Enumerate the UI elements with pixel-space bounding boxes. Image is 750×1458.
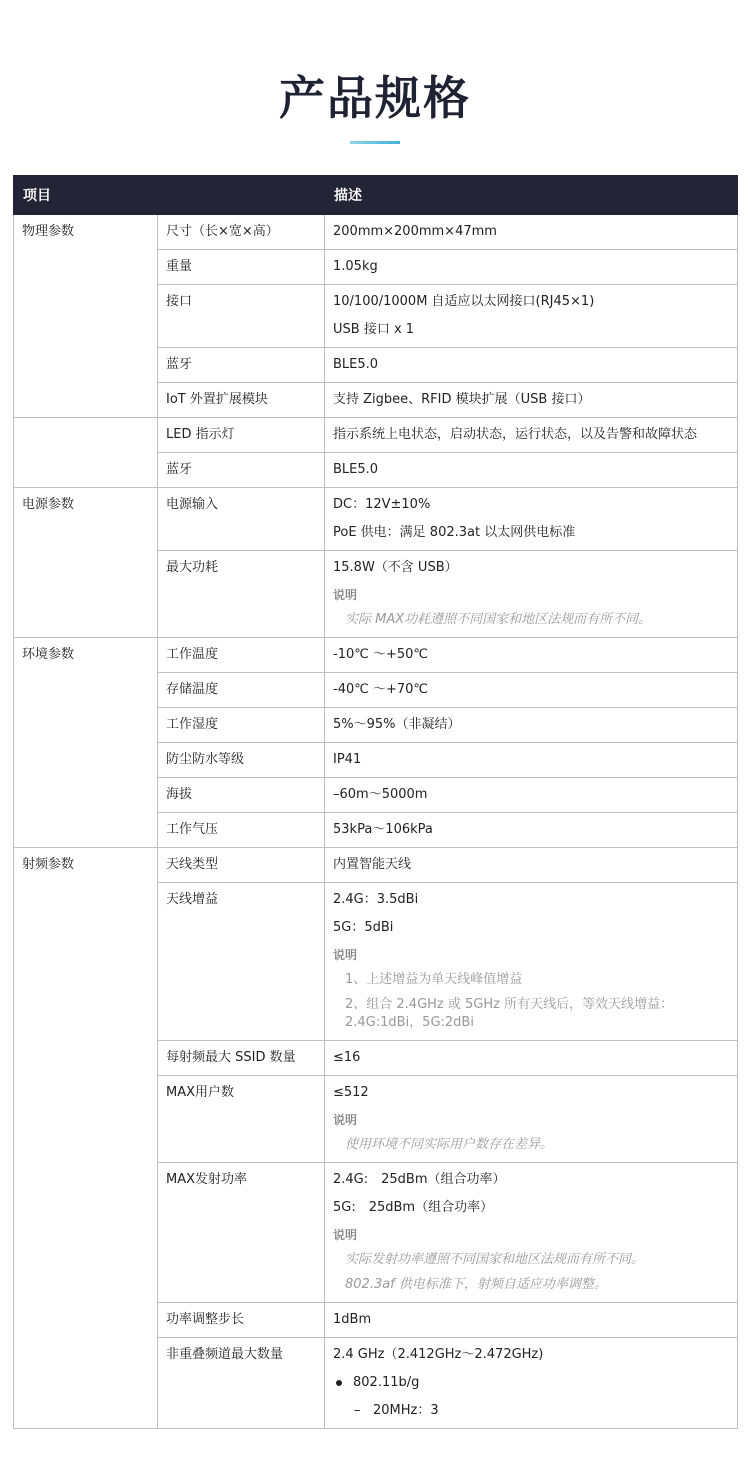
row-label: 存储温度 (158, 673, 325, 708)
header-description: 描述 (325, 176, 738, 215)
row-label: 尺寸（长×宽×高） (158, 215, 325, 250)
section-physical: 物理参数 (14, 215, 158, 418)
row-value: 内置智能天线 (325, 848, 738, 883)
row-label: 接口 (158, 285, 325, 348)
row-label: MAX发射功率 (158, 1163, 325, 1303)
table-row (14, 638, 738, 673)
note-text: 2、组合 2.4GHz 或 5GHz 所有天线后，等效天线增益：2.4G:1dBi，5G:2dBi (345, 997, 674, 1030)
row-value (325, 285, 738, 348)
table-row (14, 488, 738, 551)
section-power: 电源参数 (14, 488, 158, 638)
page-title: 产品规格 (279, 71, 471, 125)
row-value: BLE5.0 (325, 453, 738, 488)
note-heading: 说明 (333, 588, 358, 602)
row-label: 功率调整步长 (158, 1303, 325, 1338)
table-row (14, 418, 738, 453)
note-heading: 说明 (333, 948, 358, 962)
row-value: 5%～95%（非凝结） (325, 708, 738, 743)
note-text: 实际发射功率遵照不同国家和地区法规而有所不同。 (345, 1252, 645, 1267)
row-value: 53kPa～106kPa (325, 813, 738, 848)
row-label: 海拔 (158, 778, 325, 813)
row-label: 最大功耗 (158, 551, 325, 638)
value-line: 5G: 25dBm（组合功率） (333, 1200, 494, 1215)
row-value: -10℃ ～+50℃ (325, 638, 738, 673)
note-text: 802.3af 供电标准下，射频自适应功率调整。 (345, 1277, 607, 1292)
note-text: 使用环境不同实际用户数存在差异。 (345, 1137, 554, 1152)
row-label: LED 指示灯 (158, 418, 325, 453)
row-value (325, 488, 738, 551)
section-misc (14, 418, 158, 488)
row-label: 工作湿度 (158, 708, 325, 743)
row-value (325, 1338, 738, 1429)
row-label: 蓝牙 (158, 453, 325, 488)
value-line: DC：12V±10% (333, 497, 431, 512)
row-label: 防尘防水等级 (158, 743, 325, 778)
row-label: IoT 外置扩展模块 (158, 383, 325, 418)
note-text: 实际 MAX功耗遵照不同国家和地区法规而有所不同。 (345, 612, 652, 627)
section-rf: 射频参数 (14, 848, 158, 1429)
sub-item: – 20MHz：3 (333, 1402, 729, 1420)
spec-table (13, 175, 738, 1429)
row-value: BLE5.0 (325, 348, 738, 383)
title-underline (350, 141, 400, 144)
row-value (325, 1163, 738, 1303)
row-label: 每射频最大 SSID 数量 (158, 1041, 325, 1076)
table-row (14, 848, 738, 883)
row-value: -40℃ ～+70℃ (325, 673, 738, 708)
row-label: 电源输入 (158, 488, 325, 551)
value-line: 5G：5dBi (333, 920, 394, 935)
value-line: USB 接口 x 1 (333, 322, 415, 337)
header-item: 项目 (14, 176, 325, 215)
note-text: 1、上述增益为单天线峰值增益 (345, 972, 523, 987)
row-label: 天线增益 (158, 883, 325, 1041)
row-value (325, 551, 738, 638)
row-label: MAX用户数 (158, 1076, 325, 1163)
bullet-item: 802.11b/g (333, 1374, 729, 1392)
row-label: 蓝牙 (158, 348, 325, 383)
row-value: –60m～5000m (325, 778, 738, 813)
row-label: 天线类型 (158, 848, 325, 883)
row-value: ≤16 (325, 1041, 738, 1076)
value-line: ≤512 (333, 1085, 369, 1100)
value-line: 10/100/1000M 自适应以太网接口(RJ45×1) (333, 294, 595, 309)
value-line: PoE 供电：满足 802.3at 以太网供电标准 (333, 525, 576, 540)
table-row (14, 215, 738, 250)
note-heading: 说明 (333, 1113, 358, 1127)
row-label: 工作气压 (158, 813, 325, 848)
row-value: 1dBm (325, 1303, 738, 1338)
value-line: 15.8W（不含 USB） (333, 560, 458, 575)
value-line: 2.4G: 25dBm（组合功率） (333, 1172, 506, 1187)
note-heading: 说明 (333, 1228, 358, 1242)
row-value: 1.05kg (325, 250, 738, 285)
row-value (325, 883, 738, 1041)
row-value: 200mm×200mm×47mm (325, 215, 738, 250)
row-value: 指示系统上电状态，启动状态，运行状态，以及告警和故障状态 (325, 418, 738, 453)
value-line: 2.4G：3.5dBi (333, 892, 419, 907)
row-label: 重量 (158, 250, 325, 285)
value-line: 2.4 GHz（2.412GHz～2.472GHz) (333, 1347, 544, 1362)
section-env: 环境参数 (14, 638, 158, 848)
row-label: 工作温度 (158, 638, 325, 673)
table-header-row (14, 176, 738, 215)
row-value: IP41 (325, 743, 738, 778)
row-value: 支持 Zigbee、RFID 模块扩展（USB 接口） (325, 383, 738, 418)
row-label: 非重叠频道最大数量 (158, 1338, 325, 1429)
row-value (325, 1076, 738, 1163)
